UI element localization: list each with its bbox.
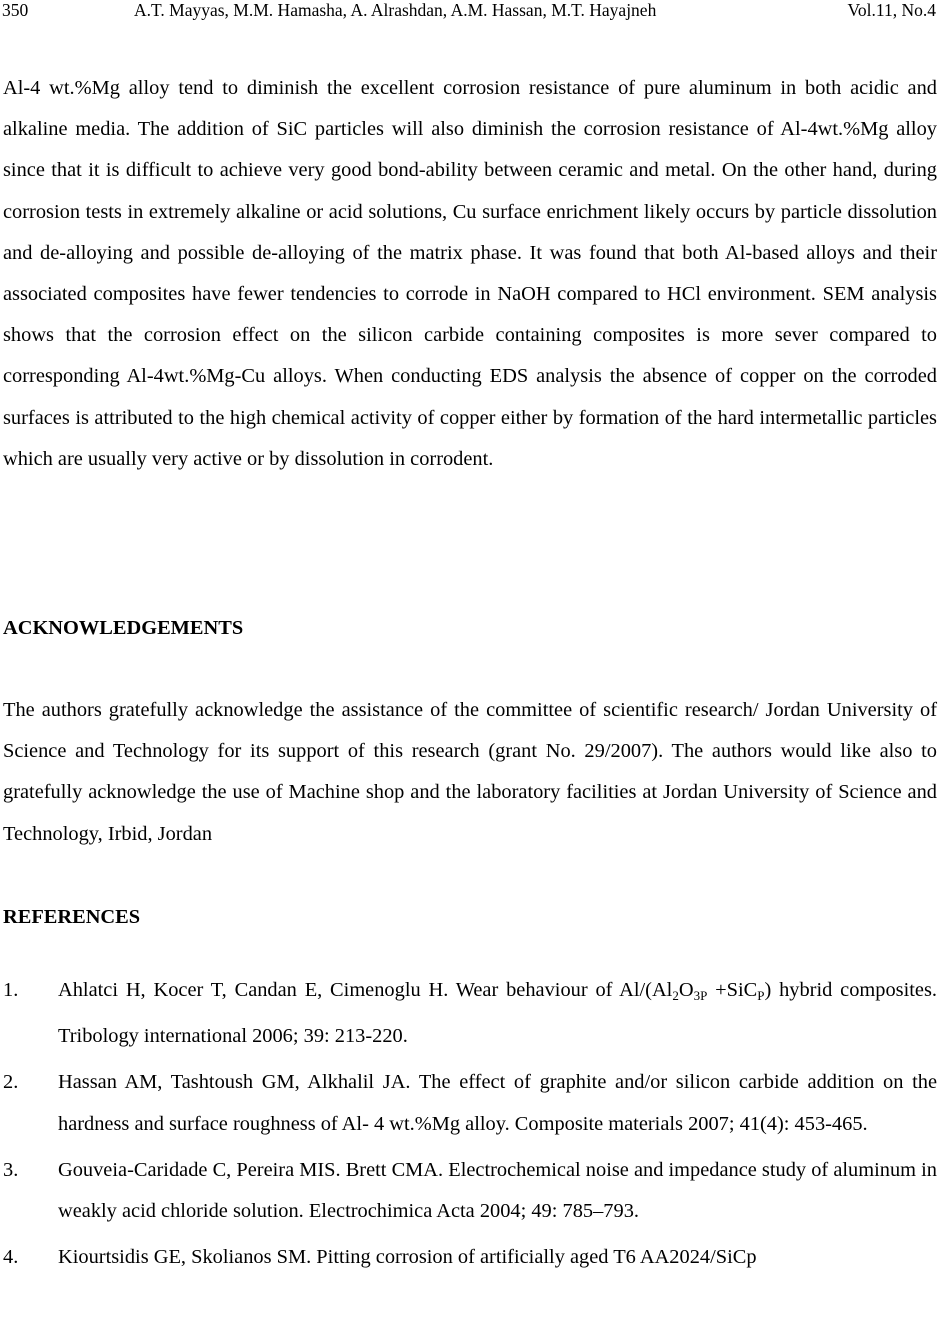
- reference-number: 2.: [3, 1071, 19, 1094]
- acknowledgements-heading: ACKNOWLEDGEMENTS: [3, 617, 244, 639]
- reference-number: 4.: [3, 1246, 19, 1269]
- reference-number: 3.: [3, 1158, 19, 1181]
- reference-text: Hassan AM, Tashtoush GM, Alkhalil JA. The effect of graphite and/or silicon carbide addition on the hardness and surface roughness of Al- 4 wt.%Mg alloy. Composite materials 2007; 41(4): 453-465.: [58, 1071, 937, 1135]
- body-paragraph: Al-4 wt.%Mg alloy tend to diminish the excellent corrosion resistance of pure aluminum in both acidic and alkaline media. The addition of SiC particles will also diminish the corrosion resistance of Al-4wt.%Mg alloy since that it is difficult to achieve very good bond-ability between ceramic and metal. On the other hand, during corrosion tests in extremely alkaline or acid solutions, Cu surface enrichment likely occurs by particle dissolution and de-alloying and possible de-alloying of the matrix phase. It was found that both Al-based alloys and their associated composites have fewer tendencies to corrode in NaOH compared to HCl environment. SEM analysis shows that the corrosion effect on the silicon carbide containing composites is more sever compared to corresponding Al-4wt.%Mg-Cu alloys. When conducting EDS analysis the absence of copper on the corroded surfaces is attributed to the high chemical activity of copper either by formation of the hard intermetallic particles which are usually very active or by dissolution in corrodent.: [3, 77, 937, 470]
- references-heading: REFERENCES: [3, 906, 141, 928]
- reference-text: Gouveia-Caridade C, Pereira MIS. Brett CMA. Electrochemical noise and impedance study of aluminum in weakly acid chloride solution. Electrochimica Acta 2004; 49: 785–793.: [58, 1158, 937, 1223]
- header-authors: A.T. Mayyas, M.M. Hamasha, A. Alrashdan, A.M. Hassan, M.T. Hayajneh: [134, 0, 657, 20]
- reference-number: 1.: [3, 979, 19, 1001]
- header-volume: Vol.11, No.4: [847, 0, 936, 20]
- reference-item: [3, 1062, 937, 1144]
- reference-item: [3, 1150, 937, 1232]
- page-number: 350: [2, 0, 29, 20]
- reference-text: Ahlatci H, Kocer T, Candan E, Cimenoglu H. Wear behaviour of $Al/(Al_2O_{3P} +SiC_P)$ hybrid composites. Tribology international 2006; 39: 213-220.: [58, 979, 937, 1048]
- reference-item: [3, 1237, 937, 1278]
- references-list: [3, 970, 937, 1283]
- acknowledgements-text: The authors gratefully acknowledge the assistance of the committee of scientific research/ Jordan University of Science and Technology for its support of this research (grant No. 29/2007). The authors would like also to gratefully acknowledge the use of Machine shop and the laboratory facilities at Jordan University of Science and Technology, Irbid, Jordan: [3, 699, 937, 845]
- reference-item: [3, 970, 937, 1057]
- reference-text: Kiourtsidis GE, Skolianos SM. Pitting corrosion of artificially aged T6 AA2024/SiCp: [58, 1246, 757, 1269]
- running-header: [2, 0, 936, 22]
